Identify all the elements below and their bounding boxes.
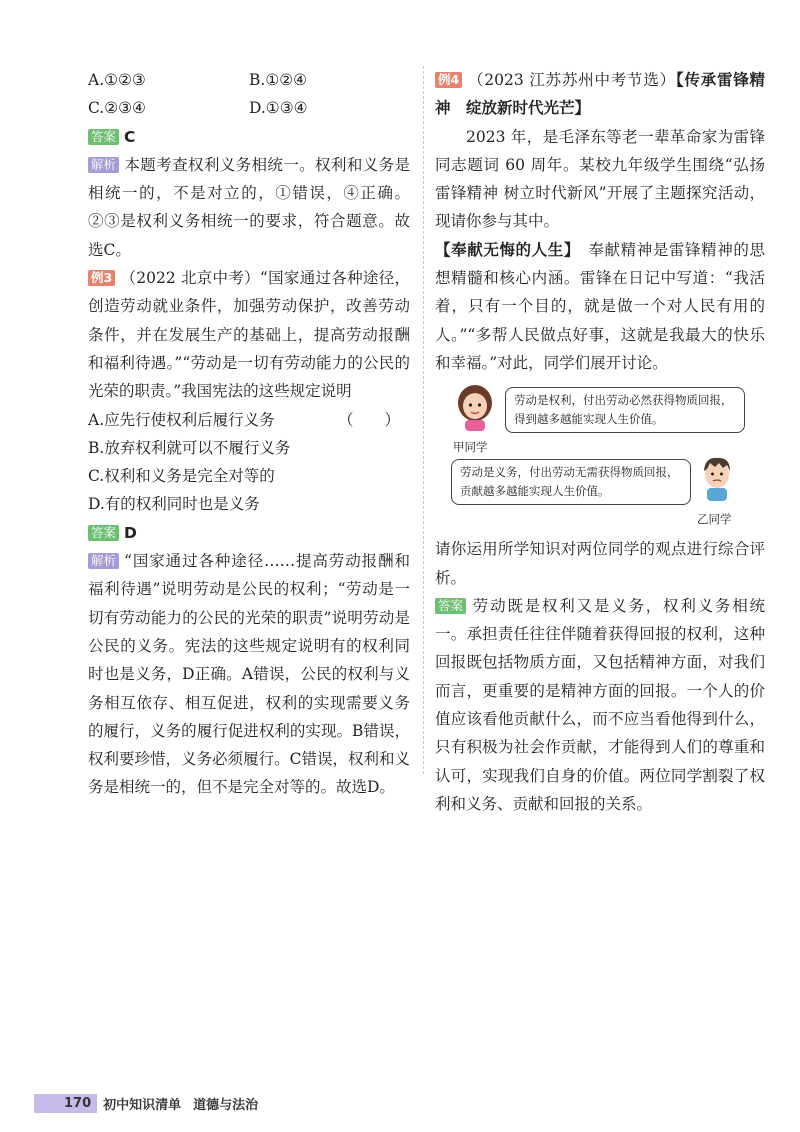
student-jia-label: 甲同学 bbox=[453, 440, 488, 455]
analysis-1 bbox=[88, 151, 410, 264]
option-d: D.①③④ bbox=[249, 99, 308, 118]
speech-bubble-yi: 劳动是义务，付出劳动无需获得物质回报，贡献越多越能实现人生价值。 bbox=[451, 459, 691, 505]
options-row-1 bbox=[88, 66, 410, 94]
student-yi-label: 乙同学 bbox=[697, 512, 732, 527]
choice-a: A.应先行使权利后履行义务 bbox=[88, 410, 275, 429]
page-footer bbox=[34, 1092, 258, 1114]
example-text: （2022 北京中考）“国家通过各种途径，创造劳动就业条件，加强劳动保护，改善劳动条件，并在发展生产的基础上，提高劳动报酬和福利待遇。”“劳动是一切有劳动能力的公民的光荣的职责。”我国宪法的这些规定说明 bbox=[88, 269, 410, 401]
column-divider bbox=[423, 66, 424, 774]
option-c: C.②③④ bbox=[88, 99, 146, 118]
answer-2 bbox=[88, 519, 410, 547]
option-a: A.①②③ bbox=[88, 71, 146, 89]
girl-avatar-icon bbox=[453, 383, 497, 431]
example-tag: 例3 bbox=[88, 270, 115, 286]
choice-c: C.权利和义务是完全对等的 bbox=[88, 467, 275, 486]
analysis-text: “国家通过各种途径……提高劳动报酬和福利待遇”说明劳动是公民的权利；“劳动是一切有劳动能力的公民的光荣的职责”说明劳动是公民的义务。宪法的这些规定说明有的权利同时也是义务，D正确。A错误，公民的权利与义务相互依存、相互促进，权利的实现需要义务的履行，义务的履行促进权利的实现。B错误，权利要珍惜，义务必须履行。C错误，权利和义务是相统一的，但不是完全对等的。故选D。 bbox=[88, 552, 410, 797]
answer-value: C bbox=[124, 127, 136, 146]
answer-4 bbox=[435, 592, 765, 818]
analysis-2 bbox=[88, 547, 410, 802]
page-number: 170 bbox=[34, 1094, 97, 1113]
right-column bbox=[435, 66, 765, 818]
option-b: B.①②④ bbox=[249, 71, 308, 89]
boy-avatar-icon bbox=[697, 453, 737, 503]
example-title: 【传承雷锋精神 绽放新时代光芒】 bbox=[435, 71, 765, 118]
section-paragraph bbox=[435, 236, 765, 377]
analysis-tag: 解析 bbox=[88, 553, 119, 569]
analysis-text: 本题考查权利义务相统一。权利和义务是相统一的，不是对立的，①错误，④正确。②③是权利义务相统一的要求，符合题意。故选C。 bbox=[88, 155, 410, 259]
discussion-figure bbox=[435, 383, 765, 531]
answer-tag: 答案 bbox=[88, 525, 119, 541]
question-paragraph: 请你运用所学知识对两位同学的观点进行综合评析。 bbox=[435, 540, 765, 587]
answer-text: 劳动既是权利又是义务，权利义务相统一。承担责任往往伴随着获得回报的权利，这种回报既包括物质方面，又包括精神方面，对我们而言，更重要的是精神方面的回报。一个人的价值应该看他贡献什么，而不应当看他得到什么，只有积极为社会作贡献，才能得到人们的尊重和认可，实现我们自身的价值。两位同学割裂了权利和义务、贡献和回报的关系。 bbox=[435, 596, 765, 813]
intro-paragraph: 2023 年，是毛泽东等老一辈革命家为雷锋同志题词 60 周年。某校九年级学生围绕“弘扬雷锋精神 树立时代新风”开展了主题探究活动，现请你参与其中。 bbox=[435, 127, 765, 231]
analysis-tag: 解析 bbox=[88, 157, 119, 173]
options-row-2 bbox=[88, 94, 410, 122]
example-source: （2023 江苏苏州中考节选） bbox=[467, 71, 676, 89]
answer-bracket: （ ） bbox=[337, 410, 400, 429]
subject-title: 道德与法治 bbox=[193, 1097, 259, 1113]
choice-d: D.有的权利同时也是义务 bbox=[88, 495, 260, 514]
answer-tag: 答案 bbox=[435, 598, 466, 614]
answer-1 bbox=[88, 123, 410, 151]
section-text: 奉献精神是雷锋精神的思想精髓和核心内涵。雷锋在日记中写道：“我活着，只有一个目的，就是做一个对人民有用的人。”“多帮人民做点好事，这就是我最大的快乐和幸福。”对此，同学们展开讨论。 bbox=[435, 240, 765, 372]
left-column bbox=[88, 66, 410, 802]
choice-b: B.放弃权利就可以不履行义务 bbox=[88, 438, 291, 457]
book-title: 初中知识清单 bbox=[103, 1097, 182, 1113]
speech-bubble-jia: 劳动是权利，付出劳动必然获得物质回报，得到越多越能实现人生价值。 bbox=[505, 387, 745, 433]
example-4-header bbox=[435, 66, 765, 123]
answer-tag: 答案 bbox=[88, 129, 119, 145]
answer-value: D bbox=[124, 523, 137, 542]
section-title: 【奉献无悔的人生】 bbox=[435, 240, 573, 259]
example-tag: 例4 bbox=[435, 72, 462, 88]
